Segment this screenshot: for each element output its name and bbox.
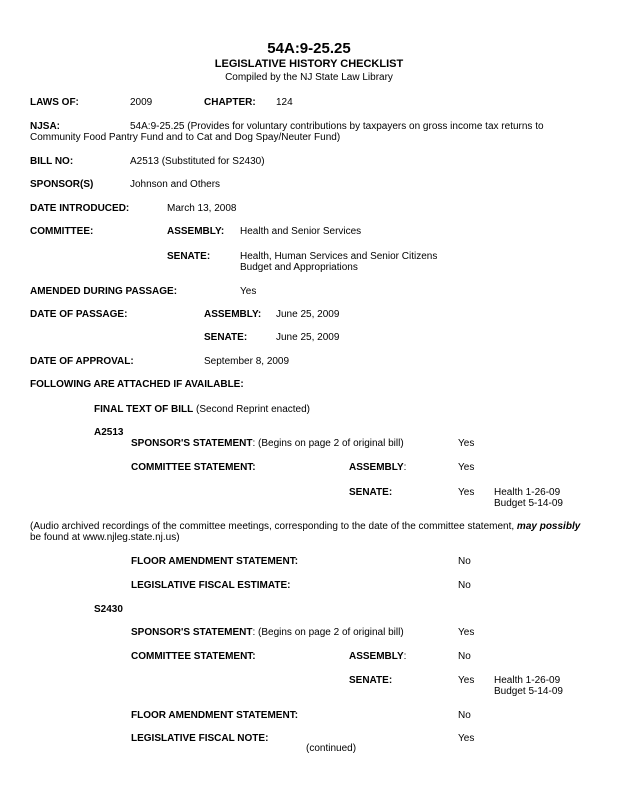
passage-assembly-value: June 25, 2009 (276, 309, 340, 320)
committee-senate-value-1: Health, Human Services and Senior Citizens (240, 251, 438, 262)
committee-assembly-value: Health and Senior Services (240, 226, 362, 237)
amended-value: Yes (240, 286, 257, 297)
document-subtitle: LEGISLATIVE HISTORY CHECKLIST (214, 58, 404, 70)
date-of-approval-value: September 8, 2009 (204, 356, 290, 367)
njsa-line-2: Community Food Pantry Fund and to Cat and Dog Spay/Neuter Fund) (30, 132, 341, 143)
s2430-floor-amendment-value: No (458, 710, 471, 721)
s2430-assembly-colon: : (403, 651, 407, 662)
laws-of-value: 2009 (130, 97, 153, 108)
njsa-line-1: 54A:9-25.25 (Provides for voluntary contributions by taxpayers on gross income tax returns to (130, 121, 544, 132)
a2513-fiscal-estimate-label: LEGISLATIVE FISCAL ESTIMATE: (131, 580, 291, 591)
audio-note-text: (Audio archived recordings of the committee meetings, corresponding to the date of the committee statement, (30, 521, 517, 532)
chapter-value: 124 (276, 97, 293, 108)
a2513-senate-note-1: Health 1-26-09 (494, 487, 561, 498)
final-text-label: FINAL TEXT OF BILL (94, 404, 194, 415)
a2513-assembly-label: ASSEMBLY (349, 462, 404, 473)
final-text-line (94, 404, 310, 416)
amended-label: AMENDED DURING PASSAGE: (30, 286, 178, 297)
date-of-passage-label: DATE OF PASSAGE: (30, 309, 128, 320)
committee-senate-label: SENATE: (167, 251, 211, 262)
a2513-heading: A2513 (94, 427, 124, 438)
s2430-assembly-value: No (458, 651, 471, 662)
s2430-senate-value: Yes (458, 675, 475, 686)
a2513-senate-label: SENATE: (349, 487, 393, 498)
a2513-sponsor-statement-note: : (Begins on page 2 of original bill) (252, 438, 404, 449)
a2513-sponsor-statement-value: Yes (458, 438, 475, 449)
s2430-committee-statement-label: COMMITTEE STATEMENT: (131, 651, 256, 662)
a2513-assembly-colon: : (403, 462, 407, 473)
passage-senate-value: June 25, 2009 (276, 332, 340, 343)
a2513-assembly-line (349, 462, 406, 474)
sponsors-label: SPONSOR(S) (30, 179, 94, 190)
a2513-assembly-value: Yes (458, 462, 475, 473)
a2513-senate-value: Yes (458, 487, 475, 498)
s2430-senate-note-1: Health 1-26-09 (494, 675, 561, 686)
committee-assembly-label: ASSEMBLY: (167, 226, 225, 237)
date-of-approval-label: DATE OF APPROVAL: (30, 356, 134, 367)
s2430-sponsor-statement-label: SPONSOR'S STATEMENT (131, 627, 253, 638)
committee-label: COMMITTEE: (30, 226, 94, 237)
final-text-note: (Second Reprint enacted) (196, 404, 311, 415)
a2513-sponsor-statement-label: SPONSOR'S STATEMENT (131, 438, 253, 449)
audio-note-emphasis: may possibly (516, 521, 581, 532)
s2430-sponsor-statement-line (131, 627, 404, 639)
document-title: 54A:9-25.25 (267, 40, 351, 57)
committee-senate-value-2: Budget and Appropriations (240, 262, 358, 273)
s2430-floor-amendment-label: FLOOR AMENDMENT STATEMENT: (131, 710, 299, 721)
continued-note: (continued) (306, 743, 357, 754)
s2430-sponsor-statement-value: Yes (458, 627, 475, 638)
njsa-label: NJSA: (30, 121, 61, 132)
passage-assembly-label: ASSEMBLY: (204, 309, 262, 320)
s2430-fiscal-note-label: LEGISLATIVE FISCAL NOTE: (131, 733, 269, 744)
date-introduced-label: DATE INTRODUCED: (30, 203, 130, 214)
bill-no-label: BILL NO: (30, 156, 74, 167)
compiled-by: Compiled by the NJ State Law Library (225, 72, 393, 83)
a2513-fiscal-estimate-value: No (458, 580, 471, 591)
sponsors-value: Johnson and Others (130, 179, 221, 190)
a2513-senate-note-2: Budget 5-14-09 (494, 498, 563, 509)
a2513-floor-amendment-label: FLOOR AMENDMENT STATEMENT: (131, 556, 299, 567)
a2513-sponsor-statement-line (131, 438, 404, 450)
s2430-assembly-line (349, 651, 406, 663)
s2430-fiscal-note-value: Yes (458, 733, 475, 744)
s2430-senate-label: SENATE: (349, 675, 393, 686)
laws-of-label: LAWS OF: (30, 97, 79, 108)
a2513-floor-amendment-value: No (458, 556, 471, 567)
s2430-sponsor-statement-note: : (Begins on page 2 of original bill) (252, 627, 404, 638)
following-attached-label: FOLLOWING ARE ATTACHED IF AVAILABLE: (30, 379, 244, 390)
audio-note-line-2: be found at www.njleg.state.nj.us) (30, 532, 180, 543)
date-introduced-value: March 13, 2008 (167, 203, 237, 214)
s2430-senate-note-2: Budget 5-14-09 (494, 686, 563, 697)
chapter-label: CHAPTER: (204, 97, 256, 108)
bill-no-value: A2513 (Substituted for S2430) (130, 156, 265, 167)
s2430-heading: S2430 (94, 604, 123, 615)
passage-senate-label: SENATE: (204, 332, 248, 343)
s2430-assembly-label: ASSEMBLY (349, 651, 404, 662)
a2513-committee-statement-label: COMMITTEE STATEMENT: (131, 462, 256, 473)
